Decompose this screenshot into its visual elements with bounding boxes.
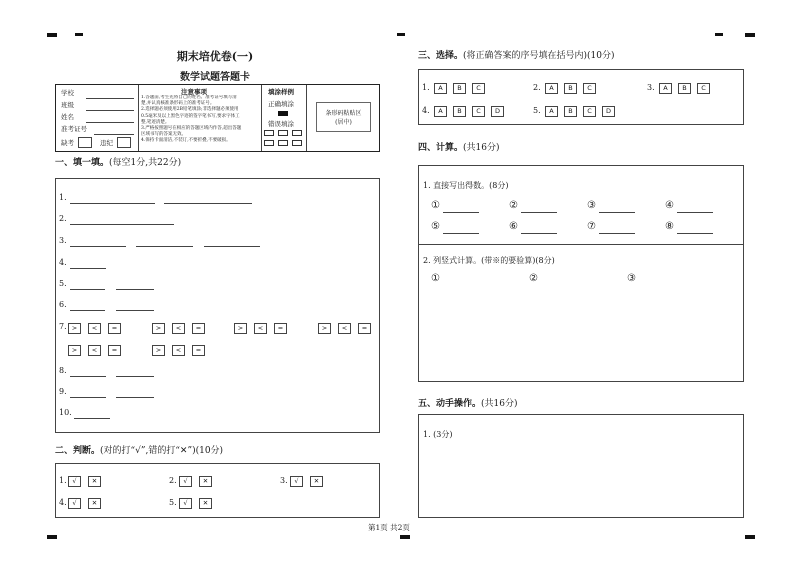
q6-blank[interactable]	[116, 310, 154, 311]
q1-blank[interactable]	[70, 203, 155, 204]
judge-q5-check-option[interactable]: √	[179, 498, 192, 509]
q7-eq-option[interactable]: =	[274, 323, 287, 334]
q6-number: 6.	[59, 300, 67, 309]
judge-q4-cross-option[interactable]: ✕	[88, 498, 101, 509]
judge-q4-number: 4.	[59, 498, 67, 507]
q7-lt-option[interactable]: <	[172, 323, 185, 334]
correct-fill-label: 正确填涂	[268, 100, 294, 108]
registration-mark	[47, 535, 57, 539]
calc-q6-marker: ⑥	[509, 221, 518, 232]
judge-q4-check-option[interactable]: √	[68, 498, 81, 509]
divider	[261, 85, 262, 151]
calc-q2-blank[interactable]	[521, 212, 557, 213]
registration-mark	[397, 33, 405, 36]
vertical-calc-q3-marker: ③	[627, 273, 636, 284]
wrong-fill-sample-cross	[278, 130, 288, 136]
choice-q1-option-a[interactable]: A	[434, 83, 447, 94]
q5-blank[interactable]	[116, 289, 154, 290]
section2-heading: 二、判断。(对的打“√”,错的打“✕”)(10分)	[55, 446, 224, 456]
absent-label: 缺考	[61, 139, 74, 147]
q8-blank[interactable]	[116, 376, 154, 377]
wrong-fill-label: 错误填涂	[268, 120, 294, 128]
calc-q7-marker: ⑦	[587, 221, 596, 232]
q5-number: 5.	[59, 279, 67, 288]
section1-heading: 一、填一填。(每空1分,共22分)	[55, 158, 182, 168]
q7-lt-option[interactable]: <	[338, 323, 351, 334]
choice-q3-option-b[interactable]: B	[678, 83, 691, 94]
choice-q2-option-c[interactable]: C	[583, 83, 596, 94]
q4-blank[interactable]	[70, 268, 106, 269]
choice-q4-option-b[interactable]: B	[453, 106, 466, 117]
name-field-label: 姓名	[61, 113, 74, 121]
drawing-part1-label: 1. (3分)	[423, 430, 453, 439]
choice-q5-number: 5.	[533, 106, 541, 115]
correct-fill-sample	[278, 111, 288, 116]
absent-checkbox[interactable]	[78, 137, 92, 148]
calc-q4-blank[interactable]	[677, 212, 713, 213]
choice-q4-option-a[interactable]: A	[434, 106, 447, 117]
divider	[138, 85, 139, 151]
choice-q2-option-a[interactable]: A	[545, 83, 558, 94]
calc-part2-label: 2. 列竖式计算。(带※的要验算)(8分)	[423, 256, 555, 265]
registration-mark	[745, 535, 755, 539]
q9-blank[interactable]	[116, 397, 154, 398]
judge-q2-number: 2.	[169, 476, 177, 485]
judge-q2-check-option[interactable]: √	[179, 476, 192, 487]
sample-title: 填涂样例	[268, 88, 294, 96]
q2-blank[interactable]	[70, 224, 174, 225]
q7-eq-option[interactable]: =	[108, 323, 121, 334]
calc-q1-marker: ①	[431, 200, 440, 211]
q5-blank[interactable]	[70, 289, 105, 290]
section4-heading: 四、计算。(共16分)	[418, 143, 500, 153]
q7-gt-option[interactable]: >	[152, 323, 165, 334]
q7-gt-option[interactable]: >	[68, 345, 81, 356]
choice-q3-number: 3.	[647, 83, 655, 92]
judge-q5-number: 5.	[169, 498, 177, 507]
q9-blank[interactable]	[70, 397, 106, 398]
calc-q7-blank[interactable]	[599, 233, 635, 234]
judge-q3-number: 3.	[280, 476, 288, 485]
q2-number: 2.	[59, 214, 67, 223]
class-field[interactable]	[86, 110, 134, 111]
choice-q4-option-c[interactable]: C	[472, 106, 485, 117]
calc-q6-blank[interactable]	[521, 233, 557, 234]
divider	[306, 85, 307, 151]
vertical-calc-q1-marker: ①	[431, 273, 440, 284]
q7-eq-option[interactable]: =	[108, 345, 121, 356]
wrong-fill-sample-tick	[292, 140, 302, 146]
q7-number: 7.	[59, 322, 67, 331]
q10-blank[interactable]	[74, 418, 110, 419]
calc-q8-blank[interactable]	[677, 233, 713, 234]
calc-divider	[419, 244, 743, 245]
q7-gt-option[interactable]: >	[152, 345, 165, 356]
wrong-fill-sample-half	[278, 140, 288, 146]
section1-answer-area	[55, 178, 380, 433]
exam-id-field-label: 准考证号	[61, 125, 87, 133]
section4-answer-area	[418, 165, 744, 382]
page-subtitle: 数学试题答题卡	[180, 72, 250, 83]
wrong-fill-sample-dot	[292, 130, 302, 136]
registration-mark	[745, 33, 755, 37]
q8-number: 8.	[59, 366, 67, 375]
q7-gt-option[interactable]: >	[234, 323, 247, 334]
exam-id-field[interactable]	[94, 134, 134, 135]
vertical-calc-work-area[interactable]	[419, 288, 743, 380]
section2-answer-area	[55, 463, 380, 518]
choice-q5-option-c[interactable]: C	[583, 106, 596, 117]
calc-q5-marker: ⑤	[431, 221, 440, 232]
violation-checkbox[interactable]	[117, 137, 131, 148]
section3-answer-area	[418, 69, 744, 125]
registration-mark	[47, 33, 57, 37]
choice-q5-option-b[interactable]: B	[564, 106, 577, 117]
calc-q3-blank[interactable]	[599, 212, 635, 213]
info-box	[55, 84, 380, 152]
section5-heading: 五、动手操作。(共16分)	[418, 399, 518, 409]
judge-q1-check-option[interactable]: √	[68, 476, 81, 487]
registration-mark	[75, 33, 83, 36]
q1-number: 1.	[59, 193, 67, 202]
choice-q1-option-c[interactable]: C	[472, 83, 485, 94]
q7-lt-option[interactable]: <	[172, 345, 185, 356]
calc-q5-blank[interactable]	[443, 233, 479, 234]
calc-q3-marker: ③	[587, 200, 596, 211]
notice-text: 1.答题前,考生先将自己的姓名、准考证号填写清 楚,并认真核准条形码上的准考证号。 2.选择题必须使用2B铅笔填涂;非选择题必须使用 0.5毫米及以上黑色字迹的签字笔书写,要求字体工 整,笔迹清楚。 3.严格按照题号在相应的答题区域内作答,超出答题 区域书写的答案无效。 4.保持卡面清洁,不装订,不要折叠,不要破损。	[141, 95, 242, 144]
choice-q4-option-d[interactable]: D	[491, 106, 504, 117]
choice-q5-option-a[interactable]: A	[545, 106, 558, 117]
calc-q4-marker: ④	[665, 200, 674, 211]
judge-q1-cross-option[interactable]: ✕	[88, 476, 101, 487]
choice-q2-number: 2.	[533, 83, 541, 92]
q3-number: 3.	[59, 236, 67, 245]
judge-q3-cross-option[interactable]: ✕	[310, 476, 323, 487]
choice-q4-number: 4.	[422, 106, 430, 115]
choice-q3-option-a[interactable]: A	[659, 83, 672, 94]
judge-q3-check-option[interactable]: √	[290, 476, 303, 487]
calc-q1-blank[interactable]	[443, 212, 479, 213]
q7-lt-option[interactable]: <	[254, 323, 267, 334]
registration-mark	[715, 33, 723, 36]
q9-number: 9.	[59, 387, 67, 396]
q8-blank[interactable]	[70, 376, 106, 377]
calc-q8-marker: ⑧	[665, 221, 674, 232]
violation-label: 违纪	[100, 139, 113, 147]
q6-blank[interactable]	[70, 310, 105, 311]
drawing-work-area[interactable]	[419, 443, 743, 517]
q3-blank[interactable]	[204, 246, 260, 247]
judge-q5-cross-option[interactable]: ✕	[199, 498, 212, 509]
q7-lt-option[interactable]: <	[88, 323, 101, 334]
q3-blank[interactable]	[136, 246, 193, 247]
section5-answer-area	[418, 414, 744, 518]
choice-q3-option-c[interactable]: C	[697, 83, 710, 94]
section3-heading: 三、选择。(将正确答案的序号填在括号内)(10分)	[418, 51, 615, 61]
judge-q1-number: 1.	[59, 476, 67, 485]
q7-lt-option[interactable]: <	[88, 345, 101, 356]
choice-q1-number: 1.	[422, 83, 430, 92]
class-field-label: 班级	[61, 101, 74, 109]
vertical-calc-q2-marker: ②	[529, 273, 538, 284]
q7-gt-option[interactable]: >	[318, 323, 331, 334]
page-title: 期末培优卷(一)	[176, 50, 254, 63]
school-field-label: 学校	[61, 89, 74, 97]
wrong-fill-sample-slash	[264, 130, 274, 136]
page-number: 第1页 共2页	[368, 523, 410, 532]
notice-title: 注意事项	[181, 88, 207, 96]
choice-q5-option-d[interactable]: D	[602, 106, 615, 117]
wrong-fill-sample-bracket	[264, 140, 274, 146]
judge-q2-cross-option[interactable]: ✕	[199, 476, 212, 487]
choice-q2-option-b[interactable]: B	[564, 83, 577, 94]
school-field[interactable]	[86, 98, 134, 99]
q7-gt-option[interactable]: >	[68, 323, 81, 334]
q10-number: 10.	[59, 408, 72, 417]
calc-q2-marker: ②	[509, 200, 518, 211]
q7-eq-option[interactable]: =	[358, 323, 371, 334]
q7-eq-option[interactable]: =	[192, 345, 205, 356]
barcode-area: 条形码粘贴区 (居中)	[316, 102, 371, 132]
q1-blank[interactable]	[164, 203, 252, 204]
q3-blank[interactable]	[70, 246, 126, 247]
registration-mark	[400, 535, 410, 539]
q4-number: 4.	[59, 258, 67, 267]
name-field[interactable]	[86, 122, 134, 123]
q7-eq-option[interactable]: =	[192, 323, 205, 334]
calc-part1-label: 1. 直接写出得数。(8分)	[423, 181, 509, 190]
choice-q1-option-b[interactable]: B	[453, 83, 466, 94]
